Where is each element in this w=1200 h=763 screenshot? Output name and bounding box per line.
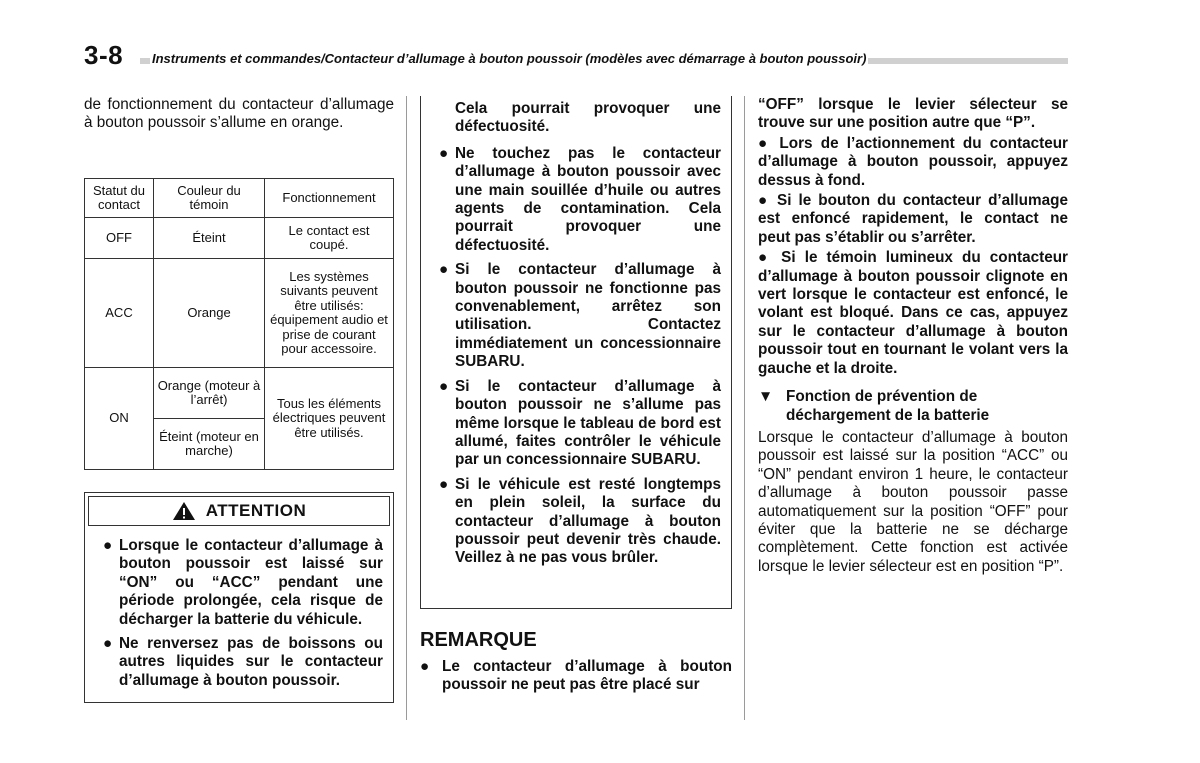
- attention-item: ● Ne touchez pas le contacteur d’allumage à bouton poussoir avec une main souillée d’huile ou autres agents de contamination. Cela pourrait provoquer une défectuosité.: [439, 144, 721, 254]
- table-header-color: Couleur du témoin: [154, 179, 265, 218]
- bullet-icon: ●: [439, 261, 449, 279]
- bullet-icon: ●: [420, 658, 430, 675]
- table-cell: Les systèmes suivants peuvent être utilisés: équipement audio et prise de courant pour accessoire.: [265, 259, 394, 368]
- attention-item: ● Si le véhicule est resté longtemps en plein soleil, la surface du contacteur d’allumage à bouton poussoir peut devenir très chaude. Veillez à ne pas vous brûler.: [439, 475, 721, 567]
- attention-header: [88, 496, 390, 526]
- bullet-icon: ●: [758, 134, 772, 152]
- table-row-on: [85, 368, 394, 419]
- table-header-status: Statut du contact: [85, 179, 154, 218]
- bullet-icon: ●: [103, 635, 113, 653]
- column-left: [84, 96, 394, 689]
- intro-paragraph: de fonctionnement du contacteur d’allumage à bouton poussoir s’allume en orange.: [84, 96, 394, 132]
- bullet-icon: ●: [103, 537, 113, 554]
- section-body: Lorsque le contacteur d’allumage à bouton poussoir est laissé sur la position “ACC” ou “ON” pendant environ 1 heure, le contacteur d’allumage à bouton poussoir passe automatiquement sur la position “OFF” pour éviter que la batterie ne se décharge complètement. Cette fonction est activée lorsque le levier sélecteur est en position “P”.: [758, 428, 1068, 575]
- table-cell: ACC: [85, 259, 154, 368]
- page-number: 3-8: [84, 40, 124, 70]
- bullet-icon: ●: [439, 377, 449, 395]
- table-cell: Éteint: [154, 218, 265, 259]
- attention-item: ● Si le contacteur d’allumage à bouton poussoir ne fonctionne pas convenablement, arrêtez son utilisation. Contactez immédiatement un concessionnaire SUBARU.: [439, 261, 721, 371]
- table-cell: Tous les éléments électriques peuvent être utilisés.: [265, 368, 394, 470]
- column-divider-2: [744, 96, 745, 720]
- header-title: Instruments et commandes/Contacteur d’allumage à bouton poussoir (modèles avec démarrage à bouton poussoir): [152, 51, 867, 66]
- table-row-off: [85, 218, 394, 259]
- table-header-row: [85, 179, 394, 218]
- attention-title: ATTENTION: [205, 501, 307, 520]
- attention-item: ● Ne renversez pas de boissons ou autres liquides sur le contacteur d’allumage à bouton poussoir.: [103, 635, 383, 689]
- remarque-item: ● Le contacteur d’allumage à bouton poussoir ne peut pas être placé sur: [420, 658, 732, 694]
- section-heading: ▼ Fonction de prévention de déchargement de la batterie: [758, 388, 990, 424]
- table-cell: Orange: [154, 259, 265, 368]
- table-cell: Orange (moteur à l’arrêt): [154, 368, 265, 419]
- column-divider-1: [406, 96, 407, 720]
- triangle-icon: ▼: [758, 388, 774, 406]
- attention-body: [85, 529, 393, 702]
- status-table: [84, 178, 394, 470]
- bullet-icon: ●: [758, 249, 773, 267]
- bullet-icon: ●: [439, 144, 449, 162]
- remarque-section: [420, 629, 732, 701]
- table-cell: OFF: [85, 218, 154, 259]
- attention-continuation-box: [420, 96, 732, 609]
- continuation-text: “OFF” lorsque le levier sélecteur se trouve sur une position autre que “P”.: [758, 96, 1068, 132]
- attention-item: ● Si le contacteur d’allumage à bouton poussoir ne s’allume pas même lorsque le tableau de bord est allumé, faites contrôler le véhicule par un concessionnaire SUBARU.: [439, 377, 721, 469]
- note-item: ● Si le bouton du contacteur d’allumage est enfoncé rapidement, le contact ne peut pas s’établir ou s’arrêter.: [758, 192, 1068, 246]
- note-item: ● Lors de l’actionnement du contacteur d’allumage à bouton poussoir, appuyez dessus à fond.: [758, 134, 1068, 189]
- table-cell: Éteint (moteur en marche): [154, 419, 265, 470]
- bullet-icon: ●: [439, 475, 449, 493]
- page-header: [84, 40, 1068, 70]
- note-item: ● Si le témoin lumineux du contacteur d’allumage à bouton poussoir clignote en vert lorsque le contacteur est enfoncé, le volant est bloqué. Dans ce cas, appuyez sur le contacteur d’allumage à bouton poussoir tout en tournant le volant vers la gauche et la droite.: [758, 249, 1068, 377]
- table-cell: ON: [85, 368, 154, 470]
- attention-item: ● Lorsque le contacteur d’allumage à bouton poussoir est laissé sur “ON” ou “ACC” pendant une période prolongée, cela risque de décharger la batterie du véhicule.: [103, 537, 383, 628]
- column-right: [758, 96, 1068, 576]
- table-row-acc: [85, 259, 394, 368]
- bullet-icon: ●: [758, 192, 771, 210]
- table-header-function: Fonctionnement: [265, 179, 394, 218]
- warning-icon: [172, 501, 196, 521]
- continuation-text: Cela pourrait provoquer une défectuosité.: [455, 100, 721, 136]
- attention-box: [84, 492, 394, 703]
- table-cell: Le contact est coupé.: [265, 218, 394, 259]
- remarque-title: REMARQUE: [420, 629, 537, 651]
